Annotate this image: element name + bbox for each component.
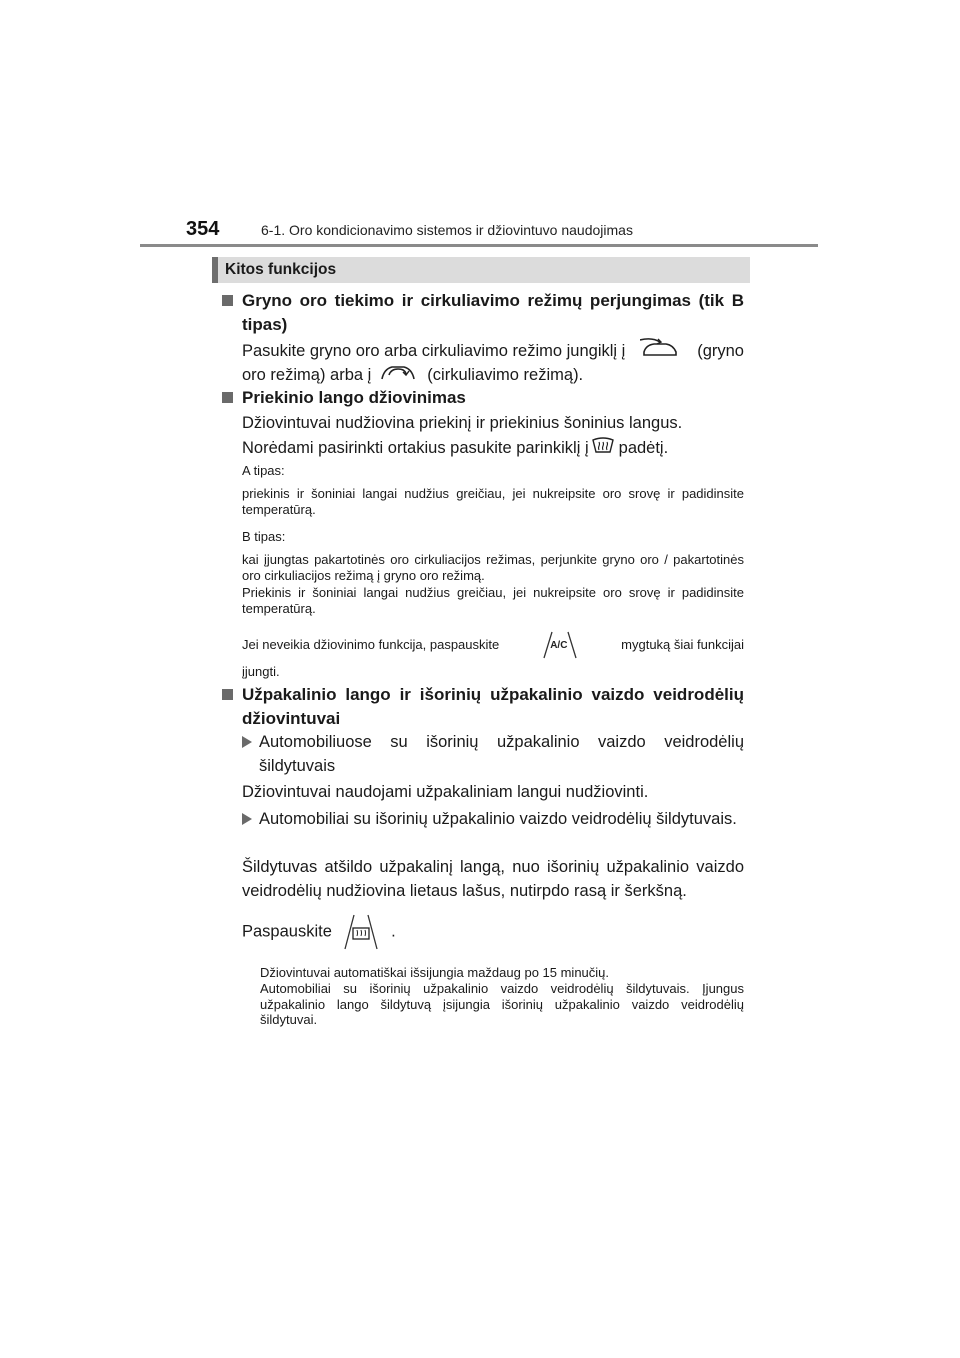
press-instruction: Paspauskite . (242, 914, 744, 950)
defog-paragraph-2: Norėdami pasirinkti ortakius pasukite parinkiklį į padėtį. (242, 435, 747, 463)
ac-note: Jei neveikia džiovinimo funkcija, paspauskite A/C mygtuką šiai funkcijai įjungti. (242, 630, 744, 680)
type-a-text: priekinis ir šoniniai langai nudžius greičiau, jei nukreipsite oro srovę ir padidinsite temperatūrą. (242, 486, 744, 517)
fresh-air-mode-icon (640, 336, 682, 368)
rear-bullet-2: Automobiliai su išorinių užpakalinio vaizdo veidrodėlių šildytuvais. (242, 808, 744, 832)
type-a-label: A tipas: (242, 463, 285, 478)
heading-air-mode: Gryno oro tiekimo ir cirkuliavimo režimų perjungimas (tik B tipas) (222, 289, 744, 337)
rear-text-2: Šildytuvas atšildo užpakalinį langą, nuo išorinių užpakalinio vaizdo veidrodėlių nudžiovina lietaus lašus, nutirpdo rasą ir šerkšną. (242, 858, 744, 900)
header-divider (140, 244, 818, 247)
defog-paragraph-1: Džiovintuvai nudžiovina priekinį ir priekinius šoninius langus. (242, 414, 683, 432)
chapter-title: 6-1. Oro kondicionavimo sistemos ir džiovintuvo naudojimas (261, 222, 633, 238)
section-title-bar (212, 257, 750, 283)
ac-button-icon: A/C (541, 630, 579, 660)
air-mode-paragraph: Pasukite gryno oro arba cirkuliavimo režimo jungiklį į (gryno oro režimą) arba į (cirkuliavimo režimą). (242, 340, 744, 388)
rear-note-1: Džiovintuvai automatiškai išsijungia maždaug po 15 minučių. (260, 965, 610, 980)
heading-rear-defog: Užpakalinio lango ir išorinių užpakalinio vaizdo veidrodėlių džiovintuvai (222, 683, 744, 731)
square-bullet-icon (222, 689, 233, 700)
rear-text-1: Džiovintuvai naudojami užpakaliniam langui nudžiovinti. (242, 783, 649, 801)
rear-note-2: Automobiliai su išorinių užpakalinio vaizdo veidrodėlių šildytuvais. Įjungus užpakalinio lango šildytuvą įsijungia išorinių užpakalinio vaizdo veidrodėlių šildytuvai. (260, 981, 744, 1027)
square-bullet-icon (222, 392, 233, 403)
section-accent (212, 257, 218, 283)
type-b-text-1: kai įjungtas pakartotinės oro cirkuliacijos režimas, perjunkite gryno oro / pakartotinės oro cirkuliacijos režimą į gryno oro režimą. (242, 552, 744, 583)
triangle-bullet-icon (242, 813, 252, 825)
square-bullet-icon (222, 295, 233, 306)
heading-windshield-defog: Priekinio lango džiovinimas (222, 386, 744, 410)
rear-bullet-1: Automobiliuose su išorinių užpakalinio vaizdo veidrodėlių šildytuvais (242, 731, 744, 778)
windshield-defogger-icon (591, 435, 617, 463)
type-b-text-2: Priekinis ir šoniniai langai nudžius greičiau, jei nukreipsite oro srovę ir padidinsite temperatūrą. (242, 585, 744, 616)
section-title: Kitos funkcijos (225, 261, 337, 278)
rear-window-defogger-icon (340, 914, 382, 950)
page-number: 354 (186, 218, 220, 240)
type-b-label: B tipas: (242, 529, 286, 544)
triangle-bullet-icon (242, 736, 252, 748)
